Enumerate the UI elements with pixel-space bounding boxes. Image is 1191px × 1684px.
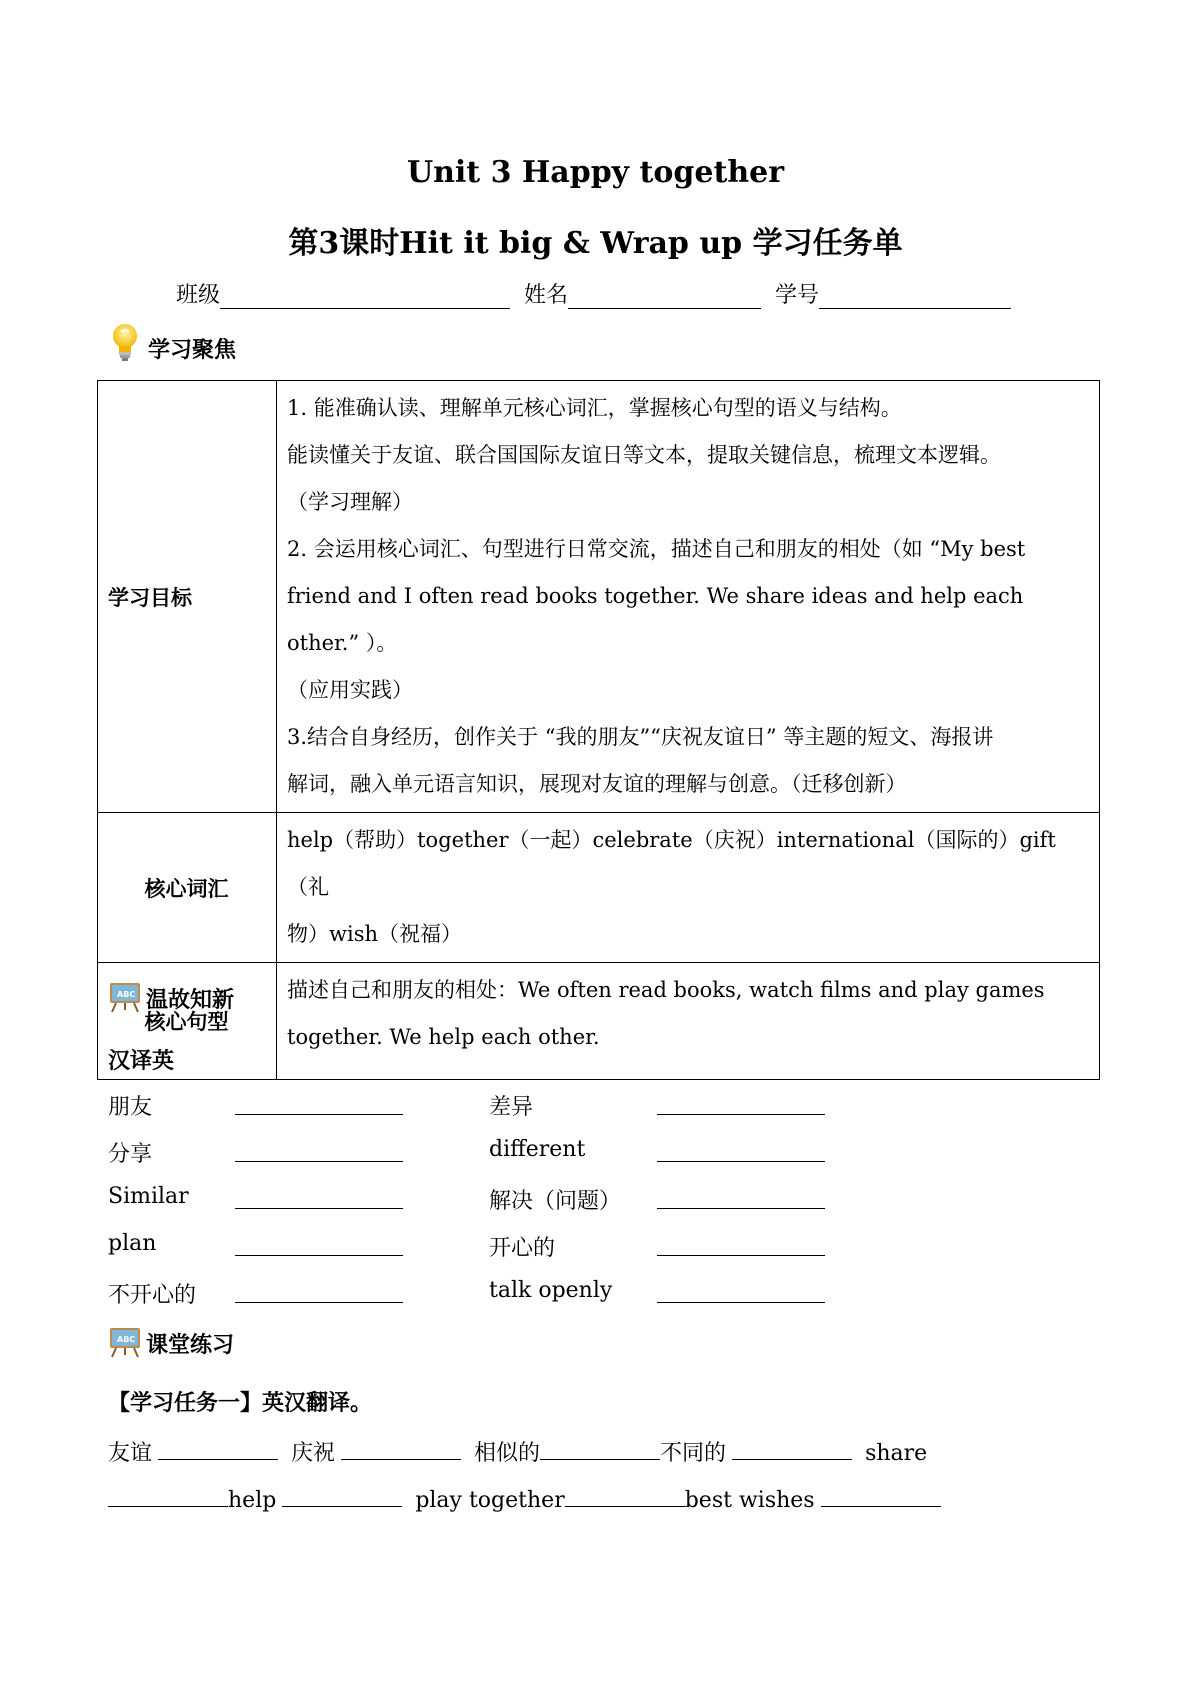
sentence-line: together. We help each other. [287,1025,600,1049]
vocab-prompt: talk openly [489,1278,613,1303]
answer-blank[interactable] [282,1480,402,1507]
exercise-word: best wishes [684,1488,815,1513]
sentence-content [277,963,1100,1080]
answer-blank[interactable] [235,1161,403,1162]
table-row [98,813,1100,963]
exercise-word: help [228,1488,277,1513]
focus-table [97,380,1100,1080]
name-label: 姓名 [524,283,569,308]
exercise-line [108,1477,1008,1524]
list-item [108,1223,908,1270]
answer-blank[interactable] [235,1255,403,1256]
sentence-label: 核心句型 [98,963,277,1080]
svg-text:ABC: ABC [117,990,136,999]
task-title: 【学习任务一】英汉翻译。 [108,1390,373,1416]
id-blank[interactable] [819,282,1011,309]
list-item [108,1129,908,1176]
goal-line: 3.结合自身经历，创作关于 “我的朋友”“庆祝友谊日” 等主题的短文、海报讲 [287,725,994,749]
review-subheading: 汉译英 [108,1048,175,1074]
vocab-label: 核心词汇 [98,813,277,963]
answer-blank[interactable] [235,1302,403,1303]
vocab-line: 物）wish（祝福） [287,922,462,946]
exercise-line [108,1430,1008,1477]
lightbulb-icon [108,322,142,364]
goal-line: （学习理解） [287,490,413,514]
answer-blank[interactable] [657,1302,825,1303]
sentence-line: 描述自己和朋友的相处：We often read books, watch films and play games [287,978,1045,1002]
translation-exercise [108,1430,1008,1524]
vocab-prompt: 开心的 [489,1236,556,1261]
name-blank[interactable] [568,282,761,309]
chalkboard-icon [108,1325,142,1359]
vocab-prompt: 解决（问题） [489,1189,622,1214]
list-item [108,1176,908,1223]
list-item [108,1082,908,1129]
exercise-word: play together [415,1488,565,1513]
goal-line: 能读懂关于友谊、联合国国际友谊日等文本，提取关键信息，梳理文本逻辑。 [287,443,1001,467]
answer-blank[interactable] [540,1433,660,1460]
vocab-prompt: Similar [108,1184,189,1209]
exercise-word: 相似的 [474,1441,541,1466]
exercise-word: 不同的 [660,1441,727,1466]
goal-line: 解词，融入单元语言知识，展现对友谊的理解与创意。（迁移创新） [287,772,907,796]
student-info-row [176,278,1025,309]
answer-blank[interactable] [158,1433,278,1460]
exercise-word: 友谊 [108,1441,153,1466]
answer-blank[interactable] [235,1114,403,1115]
focus-section-heading [108,322,236,364]
review-section-heading [108,980,234,1014]
vocab-content [277,813,1100,963]
list-item [108,1270,908,1317]
goal-line: 2. 会运用核心词汇、句型进行日常交流，描述自己和朋友的相处（如 “My best [287,537,1026,561]
exercise-word: share [865,1441,928,1466]
answer-blank[interactable] [235,1208,403,1209]
chalkboard-icon [108,980,142,1014]
practice-heading-text: 课堂练习 [146,1332,235,1358]
vocab-prompt: 差异 [489,1095,534,1120]
answer-blank[interactable] [821,1480,941,1507]
answer-blank[interactable] [657,1114,825,1115]
class-label: 班级 [176,283,221,308]
goal-line: （应用实践） [287,678,413,702]
goals-content [277,381,1100,813]
page-subtitle: 第3课时Hit it big & Wrap up 学习任务单 [288,226,903,261]
id-label: 学号 [775,283,820,308]
vocab-prompt: plan [108,1231,157,1256]
page-title: Unit 3 Happy together [406,155,785,190]
review-heading-text: 温故知新 [146,987,235,1013]
vocab-prompt: different [489,1137,586,1162]
exercise-word: 庆祝 [291,1441,336,1466]
answer-blank[interactable] [657,1208,825,1209]
vocab-prompt: 朋友 [108,1095,153,1120]
review-vocab-grid [108,1082,908,1317]
svg-text:ABC: ABC [117,1335,136,1344]
goals-label: 学习目标 [98,381,277,813]
vocab-prompt: 不开心的 [108,1283,197,1308]
answer-blank[interactable] [732,1433,852,1460]
focus-heading-text: 学习聚焦 [148,337,237,363]
practice-section-heading [108,1325,234,1359]
vocab-prompt: 分享 [108,1142,153,1167]
class-blank[interactable] [220,282,510,309]
vocab-line: help（帮助）together（一起）celebrate（庆祝）international（国际的）gift（礼 [287,828,1056,899]
answer-blank[interactable] [657,1161,825,1162]
table-row [98,381,1100,813]
goal-line: friend and I often read books together. We share ideas and help each other.” ）。 [287,584,1024,655]
answer-blank[interactable] [108,1480,228,1507]
answer-blank[interactable] [341,1433,461,1460]
answer-blank[interactable] [565,1480,685,1507]
table-row [98,963,1100,1080]
goal-line: 1. 能准确认读、理解单元核心词汇，掌握核心句型的语义与结构。 [287,396,902,420]
answer-blank[interactable] [657,1255,825,1256]
